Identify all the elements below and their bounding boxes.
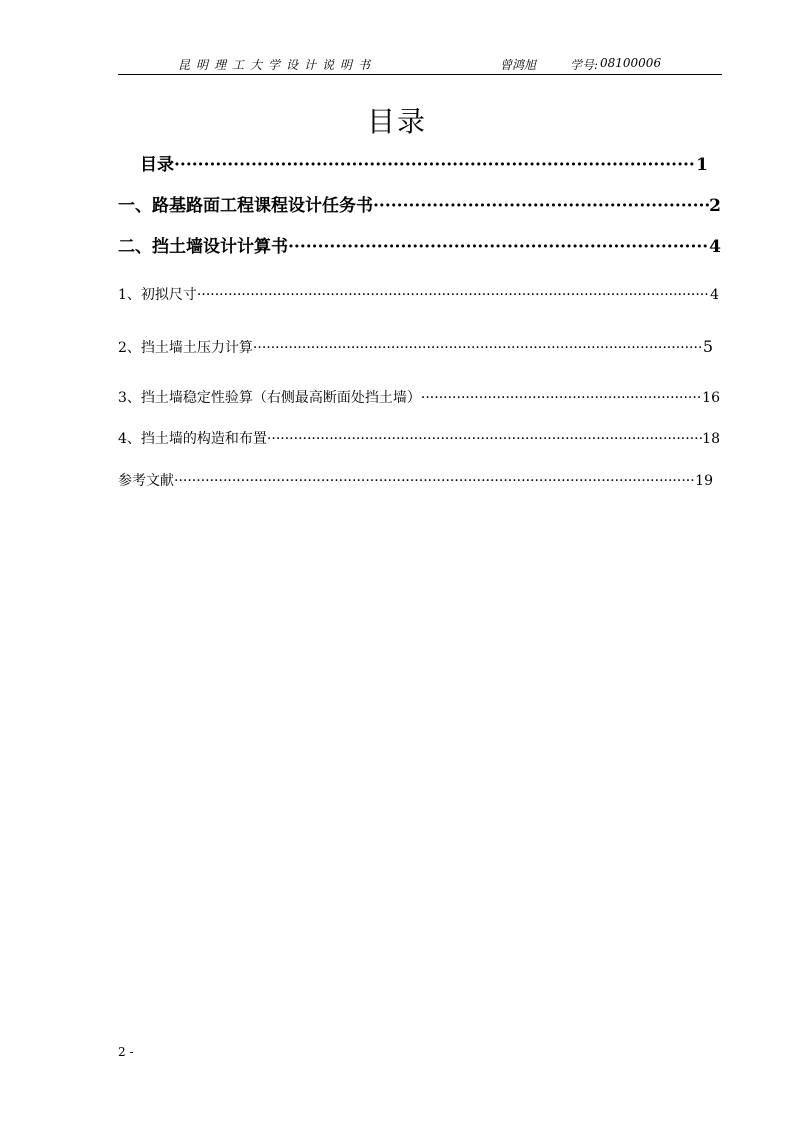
toc-entry-label: 2、挡土墙土压力计算: [118, 340, 253, 356]
toc-entry[interactable]: [118, 428, 720, 448]
header-school: 昆明理工大学设计说明书: [178, 58, 377, 72]
toc-leader: [373, 196, 709, 216]
toc-leader: [267, 431, 702, 447]
header-author-name: 曾鸿旭: [500, 58, 537, 72]
page-header: [118, 54, 722, 75]
toc-entry-label: 1、初拟尺寸: [118, 287, 197, 303]
toc-entry-label: 3、挡土墙稳定性验算（右侧最高断面处挡土墙）: [118, 390, 421, 406]
header-student-id-label: 学号:: [570, 58, 599, 72]
toc-entry-label: 4、挡土墙的构造和布置: [118, 431, 267, 447]
toc-entry-page: 2: [709, 196, 721, 216]
toc-leader: [174, 473, 695, 489]
toc-entry[interactable]: [118, 191, 721, 216]
toc-entry[interactable]: [118, 387, 720, 407]
page-title: 目录: [366, 105, 427, 138]
toc-entry-page: 5: [702, 337, 713, 356]
toc-leader: [288, 237, 709, 257]
toc-entry[interactable]: [118, 470, 713, 490]
toc-entry-label: 参考文献: [118, 473, 174, 489]
toc-entry[interactable]: [118, 337, 713, 357]
header-student-id: 08100006: [600, 56, 662, 70]
toc-entry-label: 二、挡土墙设计计算书: [118, 237, 288, 257]
toc-leader: [197, 287, 710, 303]
toc-entry-page: 4: [710, 287, 719, 303]
toc-entry-label: 一、路基路面工程课程设计任务书: [118, 196, 373, 216]
toc-entry[interactable]: [118, 284, 719, 304]
toc-entry-page: 4: [709, 237, 721, 257]
toc-entry-page: 18: [702, 431, 720, 447]
toc-leader: [174, 155, 696, 175]
toc-entry-page: 16: [702, 390, 720, 406]
toc-leader: [253, 340, 703, 356]
toc-entry-label: 目录: [140, 155, 174, 175]
toc-entry-page: 1: [696, 155, 708, 175]
toc-entry[interactable]: [118, 232, 721, 257]
page-number-footer: 2 -: [118, 1045, 134, 1059]
toc-entry[interactable]: [140, 150, 708, 175]
toc-entry-page: 19: [695, 473, 713, 489]
toc-leader: [421, 390, 702, 406]
